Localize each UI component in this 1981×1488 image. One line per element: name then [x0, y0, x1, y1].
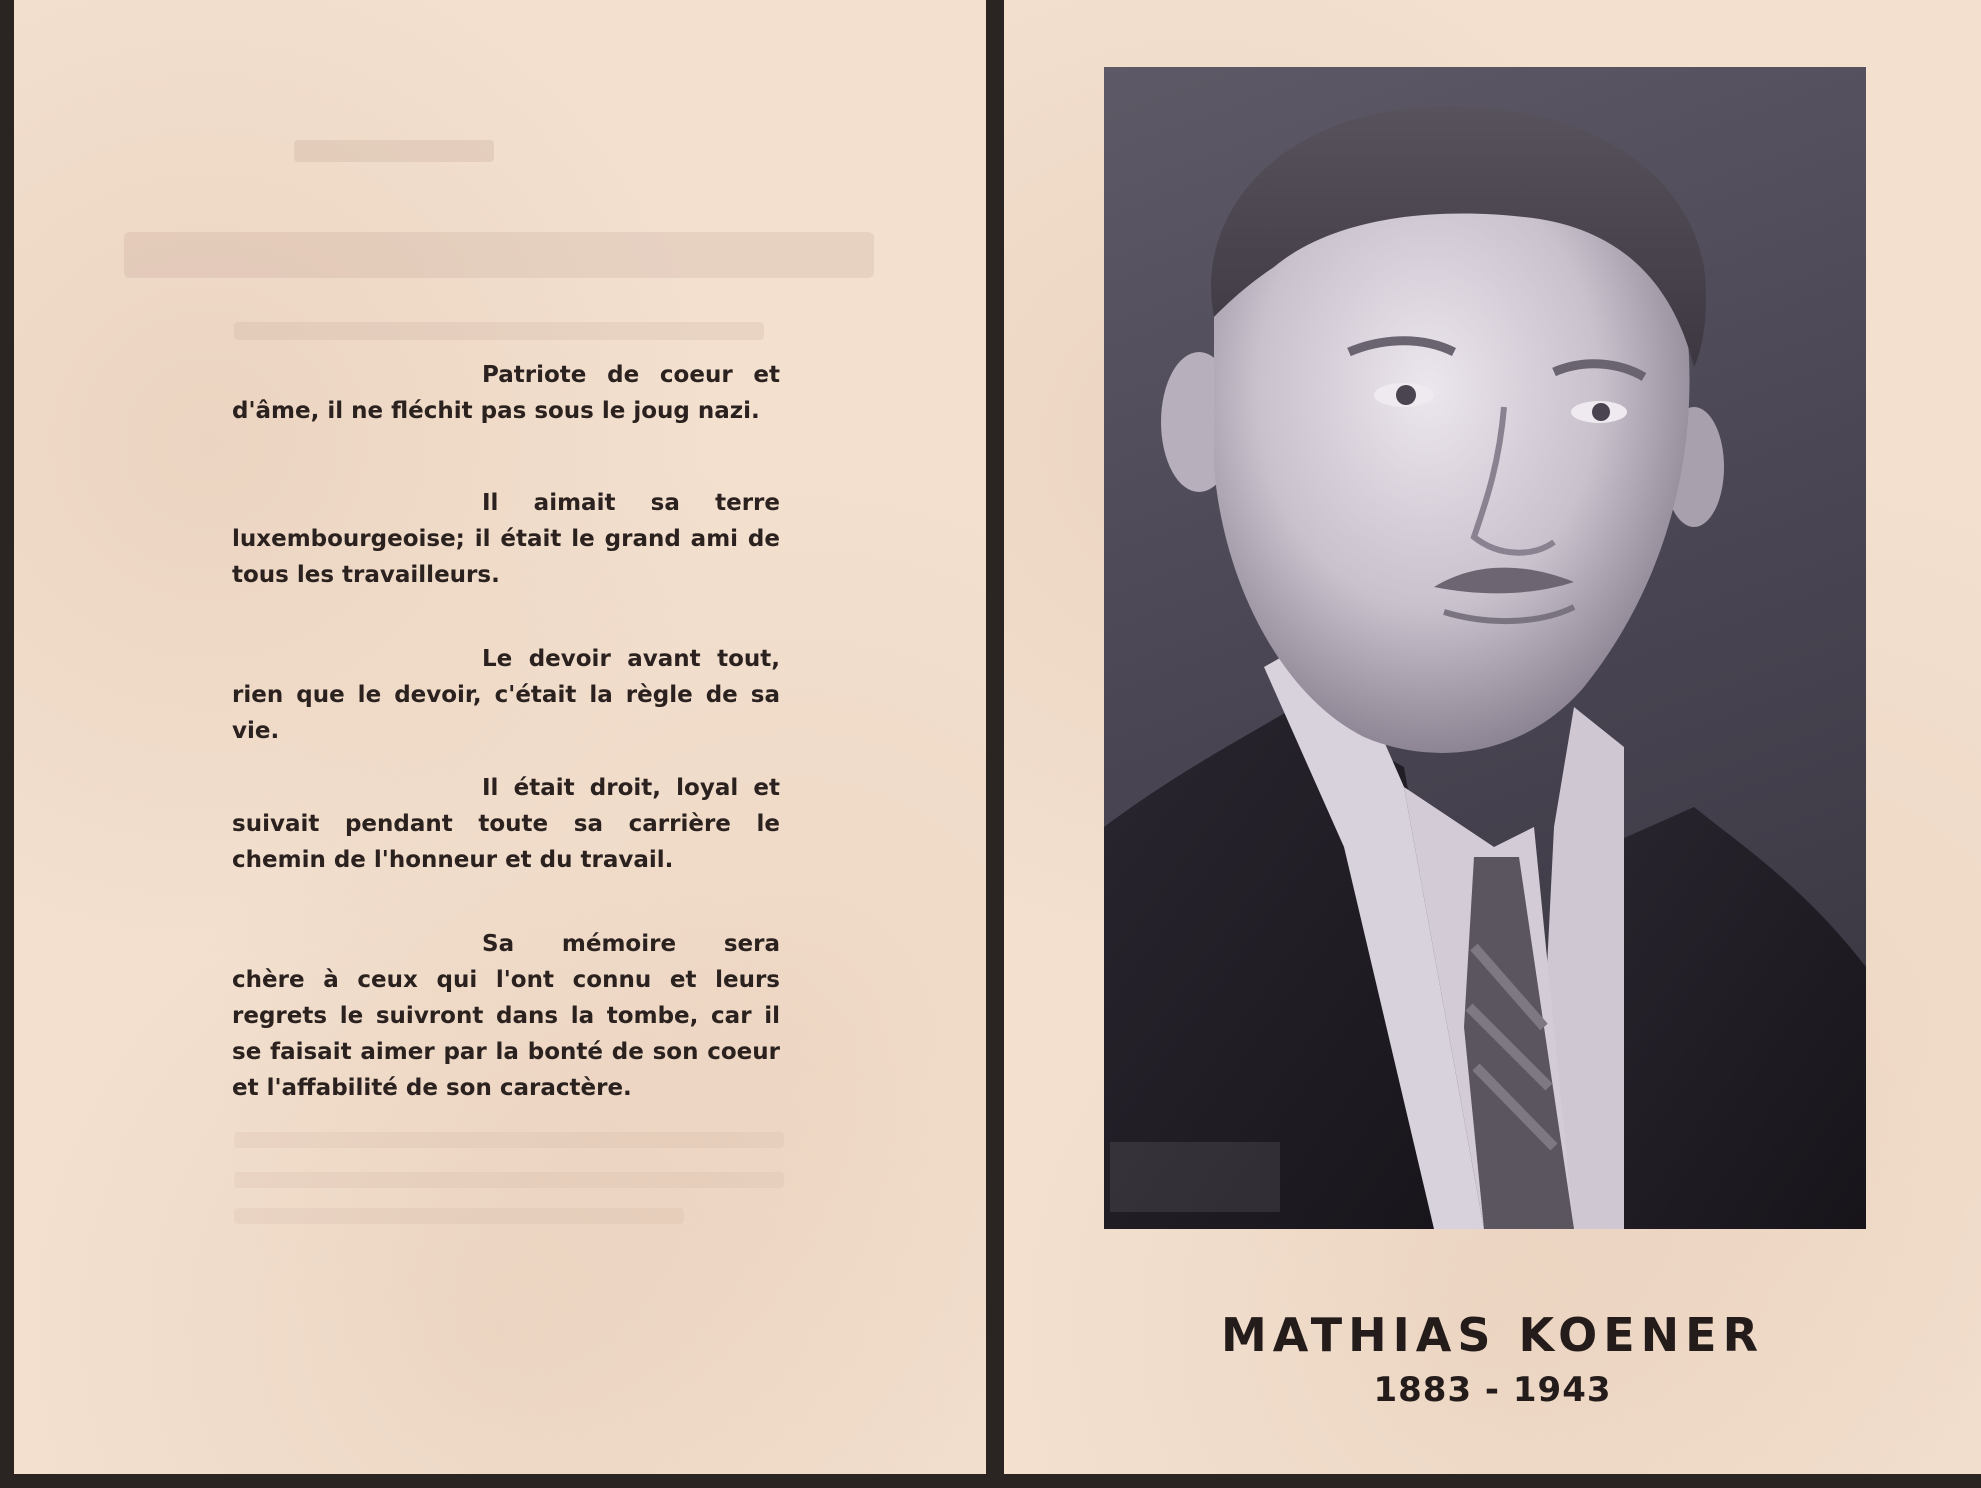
bleed-through-mark — [294, 140, 494, 162]
portrait-illustration — [1104, 67, 1866, 1229]
memorial-paragraph: Patriote de coeur et d'âme, il ne fléchit pas sous le joug nazi. — [232, 362, 780, 424]
bleed-through-mark — [234, 1208, 684, 1224]
bleed-through-mark — [234, 1132, 784, 1148]
memorial-paragraph: Il aimait sa terre luxembourgeoise; il était le grand ami de tous les travailleurs. — [232, 490, 780, 588]
bleed-through-mark — [234, 1172, 784, 1188]
memorial-paragraph: Le devoir avant tout, rien que le devoir, c'était la règle de sa vie. — [232, 646, 780, 744]
bleed-through-mark — [234, 322, 764, 340]
bleed-through-mark — [124, 232, 874, 278]
memorial-paragraph: Il était droit, loyal et suivait pendant toute sa carrière le chemin de l'honneur et du travail. — [232, 775, 780, 873]
life-dates: 1883 - 1943 — [1373, 1370, 1612, 1410]
right-page — [1004, 0, 1981, 1474]
left-page — [14, 0, 986, 1474]
memorial-paragraph: Sa mémoire sera chère à ceux qui l'ont connu et leurs regrets le suivront dans la tombe, car il se faisait aimer par la bonté de son coeur et l'affabilité de son caractère. — [232, 931, 780, 1101]
deceased-name: MATHIAS KOENER — [1221, 1308, 1764, 1362]
portrait-photo — [1104, 67, 1866, 1229]
